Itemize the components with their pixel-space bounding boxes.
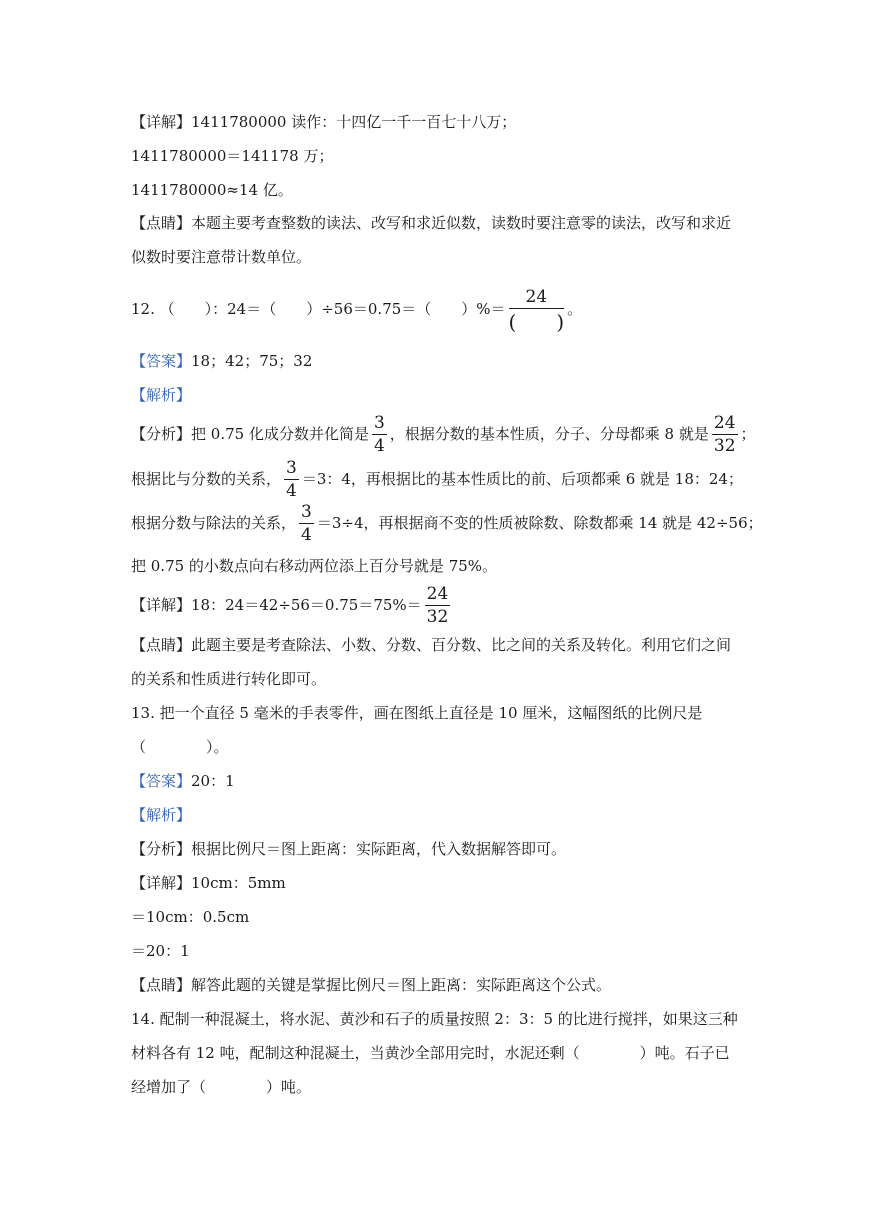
q12-line3: 根据分数与除法的关系， $\frac{3}{4}$ ＝3÷4，再根据商不变的性质被除数、除数都乘 14 就是 42÷56； bbox=[131, 502, 763, 545]
fraction: $\frac{3}{4}$ bbox=[286, 458, 297, 501]
q12-analysis-tag: 【解析】 bbox=[131, 386, 192, 404]
p11-line3: 1411780000≈14 亿。 bbox=[131, 181, 293, 199]
q12-note-cont: 的关系和性质进行转化即可。 bbox=[131, 670, 327, 688]
q14-question-cont-2: 经增加了（ ）吨。 bbox=[131, 1078, 312, 1096]
question-number: 12. bbox=[131, 300, 155, 318]
fraction: $\frac{24}{32}$ bbox=[426, 584, 449, 627]
question-number: 13. bbox=[131, 704, 155, 722]
p11-note: 【点睛】本题主要考查整数的读法、改写和求近似数，读数时要注意零的读法，改写和求近 bbox=[131, 214, 732, 232]
q13-fenxi: 【分析】根据比例尺＝图上距离：实际距离，代入数据解答即可。 bbox=[131, 840, 567, 858]
q13-question-cont: （ ）。 bbox=[131, 738, 229, 756]
q12-question: 12. （ ）：24＝（ ）÷56＝0.75＝（ ）%＝ $\frac{24}{( )}$ 。 bbox=[131, 286, 583, 334]
p11-detail: 【详解】1411780000 读作：十四亿一千一百七十八万； bbox=[131, 113, 517, 131]
question-number: 14. bbox=[131, 1010, 155, 1028]
q12-fenxi: 【分析】把 0.75 化成分数并化简是 $\frac{3}{4}$ ，根据分数的基本性质，分子、分母都乘 8 就是 $\frac{24}{32}$ ； bbox=[131, 413, 756, 456]
fraction: $\frac{3}{4}$ bbox=[301, 502, 312, 545]
q14-question: 14. 配制一种混凝土，将水泥、黄沙和石子的质量按照 2：3：5 的比进行搅拌，如果这三种 bbox=[131, 1010, 738, 1028]
q13-answer: 【答案】20：1 bbox=[131, 772, 235, 790]
q12-detail: 【详解】18：24＝42÷56＝0.75＝75%＝ $\frac{24}{32}$ bbox=[131, 584, 449, 627]
p11-note-cont: 似数时要注意带计数单位。 bbox=[131, 248, 312, 266]
fraction: $\frac{24}{32}$ bbox=[713, 413, 736, 456]
detail-tag: 【详解】 bbox=[131, 874, 192, 892]
q13-detail-2: ＝10cm：0.5cm bbox=[131, 908, 250, 926]
fenxi-tag: 【分析】 bbox=[131, 840, 192, 858]
q13-detail-3: ＝20：1 bbox=[131, 942, 190, 960]
detail-tag: 【详解】 bbox=[131, 596, 192, 614]
note-tag: 【点睛】 bbox=[131, 976, 192, 994]
q12-line4: 把 0.75 的小数点向右移动两位添上百分号就是 75%。 bbox=[131, 557, 498, 575]
q12-note: 【点睛】此题主要是考查除法、小数、分数、百分数、比之间的关系及转化。利用它们之间 bbox=[131, 636, 732, 654]
note-tag: 【点睛】 bbox=[131, 636, 192, 654]
fenxi-tag: 【分析】 bbox=[131, 425, 192, 443]
detail-tag: 【详解】 bbox=[131, 113, 192, 131]
note-tag: 【点睛】 bbox=[131, 214, 192, 232]
q13-question: 13. 把一个直径 5 毫米的手表零件，画在图纸上直径是 10 厘米，这幅图纸的比例尺是 bbox=[131, 704, 703, 722]
q12-answer: 【答案】18；42；75；32 bbox=[131, 352, 313, 370]
q13-detail: 【详解】10cm：5mm bbox=[131, 874, 286, 892]
q14-question-cont: 材料各有 12 吨，配制这种混凝土，当黄沙全部用完时，水泥还剩（ ）吨。石子已 bbox=[131, 1044, 730, 1062]
fraction: $\frac{24}{( )}$ bbox=[508, 286, 565, 334]
p11-line2: 1411780000＝141178 万； bbox=[131, 147, 334, 165]
q13-analysis-tag: 【解析】 bbox=[131, 806, 192, 824]
fraction: $\frac{3}{4}$ bbox=[373, 413, 385, 456]
q12-line2: 根据比与分数的关系， $\frac{3}{4}$ ＝3：4，再根据比的基本性质比的前、后项都乘 6 就是 18：24； bbox=[131, 458, 743, 501]
q13-note: 【点睛】解答此题的关键是掌握比例尺＝图上距离：实际距离这个公式。 bbox=[131, 976, 612, 994]
